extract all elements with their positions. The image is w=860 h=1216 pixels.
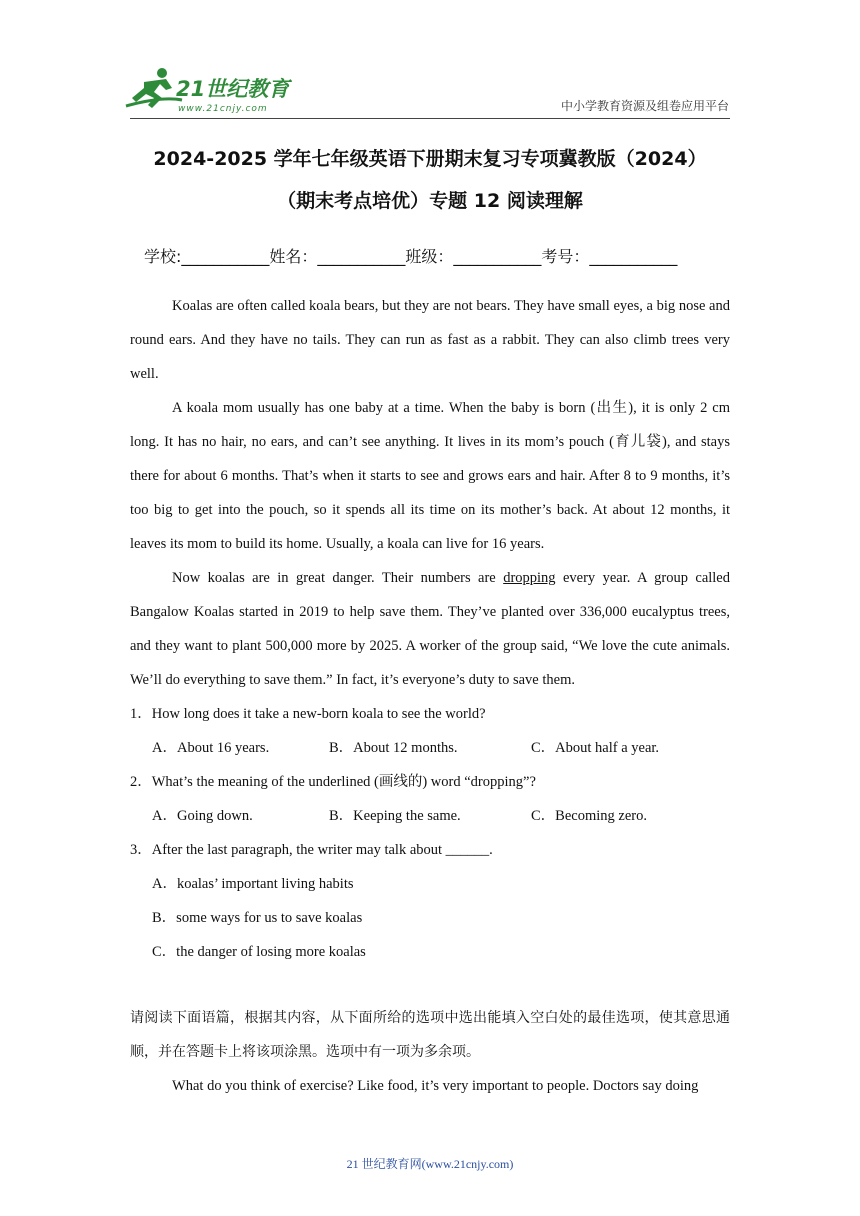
svg-text:www.21cnjy.com: www.21cnjy.com	[178, 104, 268, 114]
question-1-options	[130, 731, 730, 765]
question-2-option-b: B．Keeping the same.	[329, 808, 461, 824]
paragraph3-text-after: every year. A group called Bangalow Koalas started in 2019 to help save them. They’ve planted over 336,000 eucalyptus trees, and they want to plant 500,000 more by 2025. A worker of the group said, “We love the cute animals. We’ll do everything to save them.” In fact, it’s everyone’s duty to save them.	[130, 570, 730, 688]
question-2-options	[130, 799, 730, 833]
site-logo	[122, 66, 292, 116]
question-1-option-c: C．About half a year.	[531, 740, 660, 756]
reading-content	[130, 289, 730, 1103]
question-2-stem: 2．What’s the meaning of the underlined (画线的) word “dropping”?	[130, 774, 536, 790]
page-header	[0, 0, 860, 120]
document-title-line2: （期末考点培优）专题 12 阅读理解	[277, 190, 583, 212]
header-divider	[130, 118, 730, 119]
passage1-paragraph2: A koala mom usually has one baby at a time. When the baby is born (出生), it is only 2 cm long. It has no hair, no ears, and can’t see anything. It lives in its mom’s pouch (育儿袋), and stays there for about 6 months. That’s when it starts to see and grows ears and hair. After 8 to 9 months, it’s too big to get into the pouch, so it spends all its time on its mother’s back. At about 12 months, it leaves its mom to build its home. Usually, a koala can live for 16 years.	[130, 400, 730, 552]
underlined-word: dropping	[503, 570, 556, 586]
passage2-instruction: 请阅读下面语篇，根据其内容，从下面所给的选项中选出能填入空白处的最佳选项，使其意思通顺，并在答题卡上将该项涂黑。选项中有一项为多余项。	[130, 1010, 730, 1060]
question-3-option-c: C．the danger of losing more koalas	[152, 944, 366, 960]
document-title-line1: 2024-2025 学年七年级英语下册期末复习专项冀教版（2024）	[153, 148, 707, 170]
paragraph3-text-before: Now koalas are in great danger. Their numbers are	[172, 570, 504, 586]
student-info-line: 学校:___________姓名：___________班级：___________考号：___________	[144, 247, 678, 266]
question-3-stem: 3．After the last paragraph, the writer may talk about ______.	[130, 842, 493, 858]
section-spacer	[130, 969, 730, 1001]
svg-text:21世纪教育: 21世纪教育	[176, 77, 290, 101]
page-footer: 21 世纪教育网(www.21cnjy.com)	[346, 1157, 514, 1171]
header-platform-text: 中小学教育资源及组卷应用平台	[560, 99, 729, 113]
passage1-paragraph1: Koalas are often called koala bears, but they are not bears. They have small eyes, a big nose and round ears. And they have no tails. They can run as fast as a rabbit. They can also climb trees very well.	[130, 298, 730, 382]
passage1-paragraph3	[130, 561, 730, 697]
question-1-option-b: B．About 12 months.	[329, 740, 458, 756]
question-1-stem: 1．How long does it take a new-born koala to see the world?	[130, 706, 486, 722]
question-2-option-c: C．Becoming zero.	[531, 808, 647, 824]
question-1-option-a: A．About 16 years.	[152, 740, 270, 756]
question-3-option-a: A．koalas’ important living habits	[152, 876, 354, 892]
passage2-first-line: What do you think of exercise? Like food, it’s very important to people. Doctors say doing	[172, 1078, 699, 1094]
question-2-option-a: A．Going down.	[152, 808, 253, 824]
question-3-option-b: B．some ways for us to save koalas	[152, 910, 363, 926]
